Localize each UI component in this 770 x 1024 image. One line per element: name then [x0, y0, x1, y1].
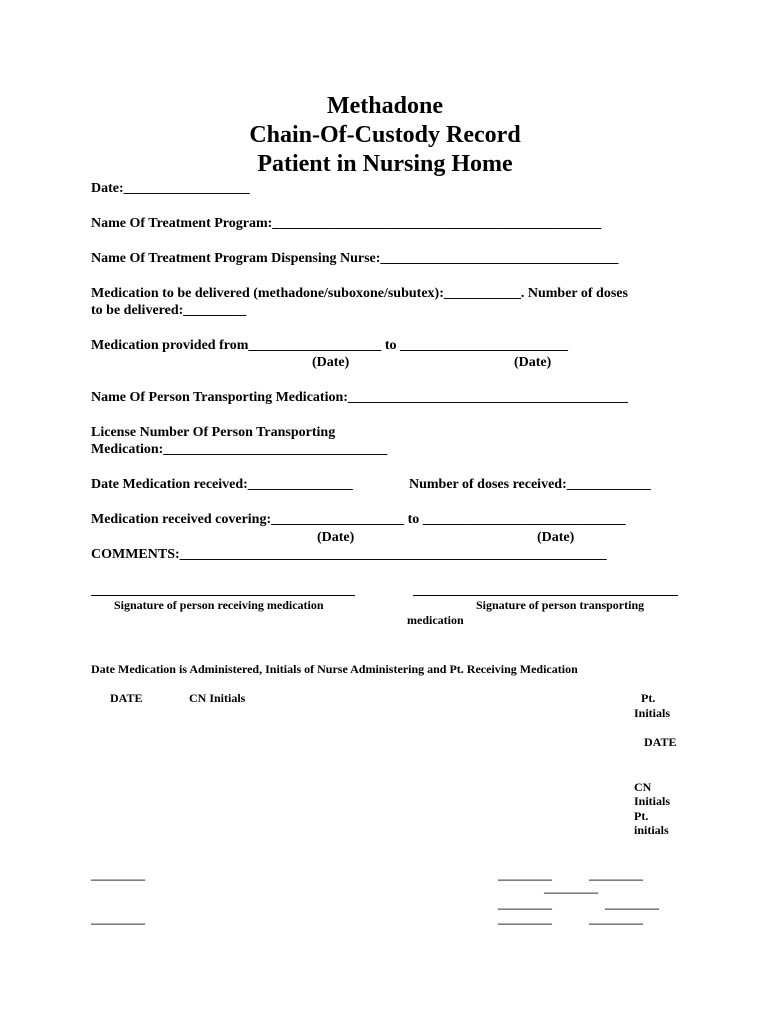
title-patient-nursing-home: Patient in Nursing Home	[257, 151, 513, 177]
administration-heading: Date Medication is Administered, Initials of Nurse Administering and Pt. Receiving Medication	[91, 662, 578, 676]
column-cn-initials-right: Initials	[634, 794, 671, 808]
column-cn: CN	[634, 780, 652, 794]
received-covering-field: Medication received covering:___________________ to _____________________________	[91, 512, 626, 527]
column-date: DATE	[110, 691, 143, 705]
provided-date-label-2: (Date)	[514, 355, 552, 370]
doses-delivered-field: to be delivered:_________	[91, 303, 247, 318]
column-date-right: DATE	[644, 735, 677, 749]
signature-transporting-line	[413, 595, 678, 596]
blank-entry-line: _________	[544, 881, 598, 895]
column-pt-initials-cont: Initials	[634, 706, 671, 720]
blank-entry-line: _________	[498, 868, 552, 882]
title-chain-of-custody: Chain-Of-Custody Record	[249, 122, 521, 148]
medication-delivered-field: Medication to be delivered (methadone/suboxone/subutex):___________. Number of doses	[91, 286, 628, 301]
license-number-field: Medication:________________________________	[91, 442, 388, 457]
blank-entry-line: _________	[498, 897, 552, 911]
blank-entry-line: _________	[498, 912, 552, 926]
covering-date-label-2: (Date)	[537, 530, 575, 545]
dispensing-nurse-field: Name Of Treatment Program Dispensing Nurse:__________________________________	[91, 251, 619, 266]
date-received-field: Date Medication received:_______________	[91, 477, 353, 492]
signature-receiving-label: Signature of person receiving medication	[114, 598, 324, 612]
treatment-program-field: Name Of Treatment Program:_______________________________________________	[91, 216, 602, 231]
provided-date-label-1: (Date)	[312, 355, 350, 370]
blank-entry-line: _________	[589, 868, 643, 882]
blank-entry-line: _________	[91, 868, 145, 882]
title-methadone: Methadone	[327, 93, 443, 119]
blank-entry-line: _________	[605, 897, 659, 911]
comments-field: COMMENTS:_____________________________________________________________	[91, 547, 607, 562]
license-number-label: License Number Of Person Transporting	[91, 425, 336, 440]
covering-date-label-1: (Date)	[317, 530, 355, 545]
signature-receiving-line	[91, 595, 355, 596]
transporter-name-field: Name Of Person Transporting Medication:________________________________________	[91, 390, 628, 405]
column-cn-initials: CN Initials	[189, 691, 246, 705]
signature-transporting-label-cont: medication	[407, 613, 464, 627]
column-pt-initials-right: initials	[634, 823, 669, 837]
column-pt-initials: Pt.	[641, 691, 656, 705]
doses-received-field: Number of doses received:____________	[409, 477, 651, 492]
blank-entry-line: _________	[589, 912, 643, 926]
blank-entry-line: _________	[91, 912, 145, 926]
date-field: Date:__________________	[91, 181, 250, 196]
signature-transporting-label: Signature of person transporting	[476, 598, 645, 612]
column-pt: Pt.	[634, 809, 649, 823]
medication-provided-field: Medication provided from___________________ to ________________________	[91, 338, 569, 353]
